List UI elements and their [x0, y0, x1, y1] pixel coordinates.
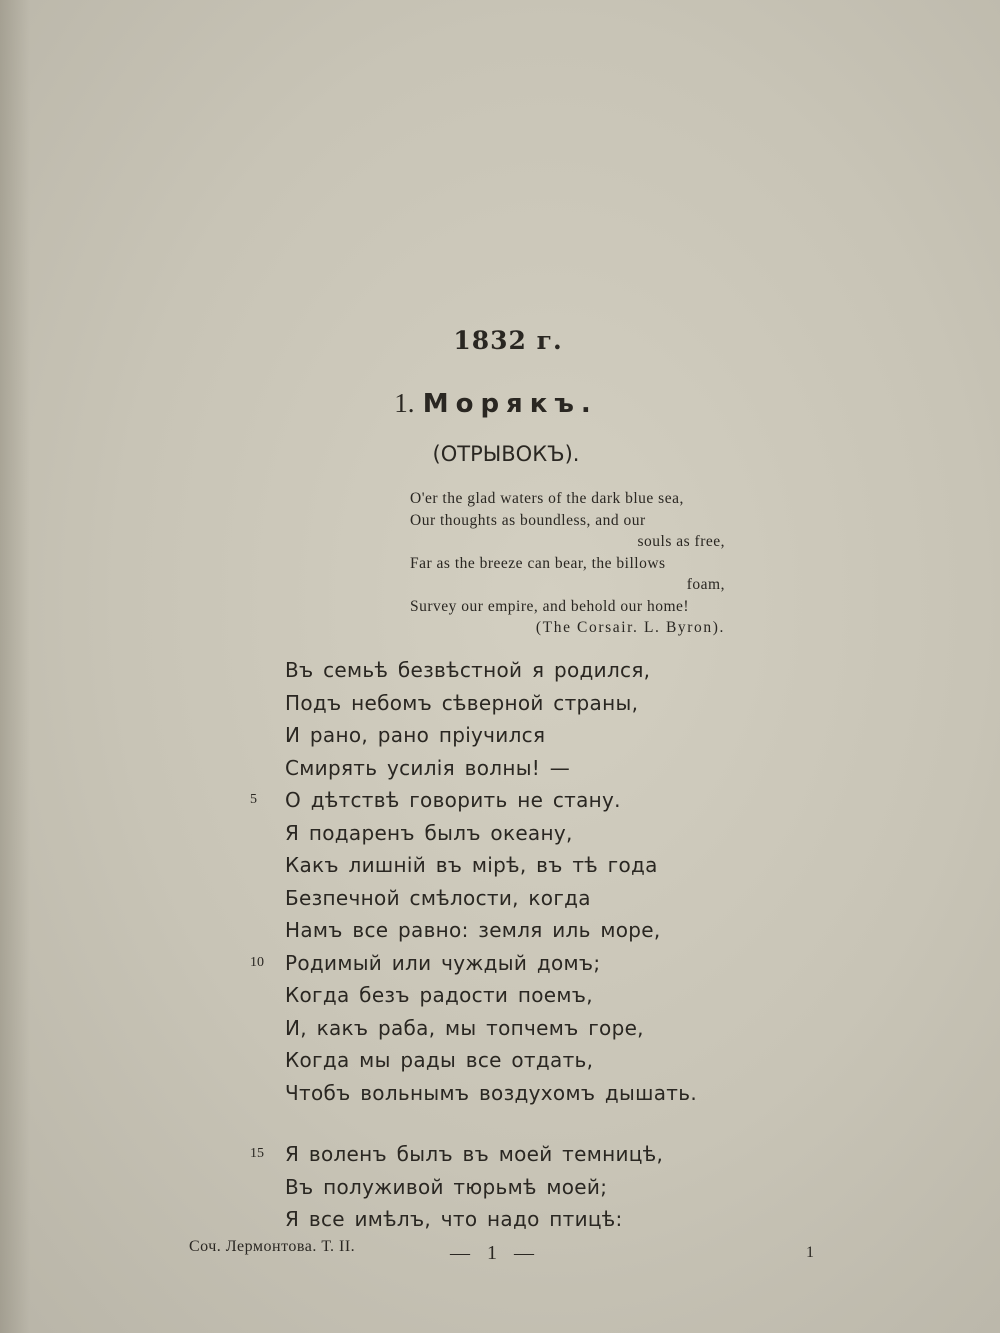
- epigraph-line: Far as the breeze can bear, the billows: [410, 554, 666, 572]
- epigraph-attribution: (The Corsair. L. Byron).: [535, 619, 725, 636]
- poem-name: Морякъ.: [422, 389, 598, 419]
- poem-line: Въ полуживой тюрьмѣ моей;: [285, 1174, 608, 1199]
- line-number: 5: [250, 792, 257, 807]
- epigraph-line: souls as free,: [637, 533, 725, 550]
- epigraph: [410, 488, 725, 639]
- line-number: 15: [250, 1146, 264, 1161]
- poem-line: Какъ лишній въ мірѣ, въ тѣ года: [285, 853, 658, 877]
- poem-line: Подъ небомъ сѣверной страны,: [285, 690, 639, 715]
- poem-line: Я воленъ былъ въ моей темницѣ,: [285, 1142, 664, 1166]
- epigraph-line: foam,: [686, 576, 725, 593]
- poem-title: [0, 388, 1000, 419]
- poem-line: Безпечной смѣлости, когда: [285, 885, 591, 910]
- epigraph-line: Our thoughts as boundless, and our: [410, 511, 646, 529]
- poem-line: Смирять усилія волны! —: [285, 755, 571, 780]
- poem-line: Я все имѣлъ, что надо птицѣ:: [285, 1207, 623, 1231]
- poem-line: Намъ все равно: земля иль море,: [285, 918, 661, 942]
- poem-line: Въ семьѣ безвѣстной я родился,: [285, 658, 651, 682]
- poem-line: Я подаренъ былъ океану,: [285, 820, 573, 845]
- epigraph-line: O'er the glad waters of the dark blue sea,: [410, 490, 684, 507]
- year-heading: 1832 г.: [453, 326, 563, 355]
- poem-number: 1.: [394, 388, 415, 418]
- epigraph-line: Survey our empire, and behold our home!: [410, 597, 690, 615]
- poem-line: О дѣтствѣ говорить не стану.: [285, 788, 621, 812]
- page-number: — 1 —: [450, 1242, 540, 1264]
- poem-line: Родимый или чуждый домъ;: [285, 950, 601, 975]
- poem-line: Когда безъ радости поемъ,: [285, 983, 593, 1007]
- footer-signature: Соч. Лермонтова. Т. II.: [189, 1238, 356, 1255]
- poem-line: И, какъ раба, мы топчемъ горе,: [285, 1015, 644, 1040]
- poem-line: Чтобъ вольнымъ воздухомъ дышать.: [285, 1080, 697, 1105]
- line-number: 10: [250, 954, 264, 970]
- spine-shadow: [0, 0, 30, 1333]
- signature-mark: 1: [806, 1244, 814, 1261]
- poem-line: Когда мы рады все отдать,: [285, 1048, 594, 1072]
- poem-subtitle: (ОТРЫВОКЪ).: [432, 442, 580, 466]
- poem-line: И рано, рано пріучился: [285, 723, 546, 747]
